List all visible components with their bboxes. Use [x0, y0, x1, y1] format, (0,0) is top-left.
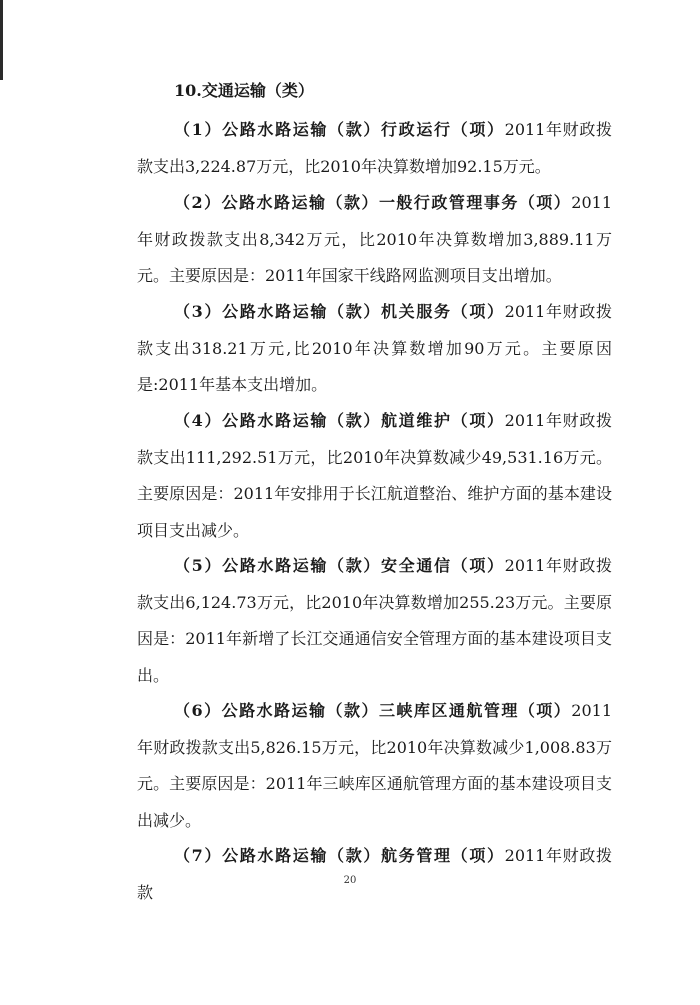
paragraph-item-1: [137, 112, 612, 185]
item-4-body: 2011年财政拨款支出111,292.51万元，比2010年决算数减少49,531.16万元。主要原因是：2011年安排用于长江航道整治、维护方面的基本建设项目支出减少。: [137, 411, 612, 540]
paragraph-item-6: [137, 693, 612, 839]
item-4-title: （4）公路水路运输（款）航道维护（项）: [174, 411, 505, 430]
item-1-title: （1）公路水路运输（款）行政运行（项）: [174, 120, 505, 139]
paragraph-item-3: [137, 294, 612, 404]
item-6-body: 2011年财政拨款支出5,826.15万元，比2010年决算数减少1,008.83万元。主要原因是：2011年三峡库区通航管理方面的基本建设项目支出减少。: [137, 701, 612, 830]
item-6-title: （6）公路水路运输（款）三峡库区通航管理（项）: [174, 701, 572, 720]
item-7-body: 2011年财政拨款: [137, 846, 612, 902]
paragraph-item-4: [137, 403, 612, 549]
paragraph-item-2: [137, 185, 612, 295]
scan-edge-mark: [0, 0, 3, 80]
section-heading: 10.交通运输（类）: [174, 81, 314, 100]
item-5-body: 2011年财政拨款支出6,124.73万元，比2010年决算数增加255.23万元。主要原因是：2011年新增了长江交通通信安全管理方面的基本建设项目支出。: [137, 556, 612, 685]
item-3-body: 2011年财政拨款支出318.21万元,比2010年决算数增加90万元。主要原因是:2011年基本支出增加。: [137, 302, 612, 395]
item-1-body: 2011年财政拨款支出3,224.87万元，比2010年决算数增加92.15万元。: [137, 120, 612, 176]
item-2-title: （2）公路水路运输（款）一般行政管理事务（项）: [174, 193, 572, 212]
item-5-title: （5）公路水路运输（款）安全通信（项）: [174, 556, 505, 575]
paragraph-item-5: [137, 548, 612, 694]
page-number: 20: [343, 875, 357, 886]
item-7-title: （7）公路水路运输（款）航务管理（项）: [174, 846, 505, 865]
item-2-body: 2011年财政拨款支出8,342万元，比2010年决算数增加3,889.11万元。主要原因是：2011年国家干线路网监测项目支出增加。: [137, 193, 612, 286]
item-3-title: （3）公路水路运输（款）机关服务（项）: [174, 302, 505, 321]
